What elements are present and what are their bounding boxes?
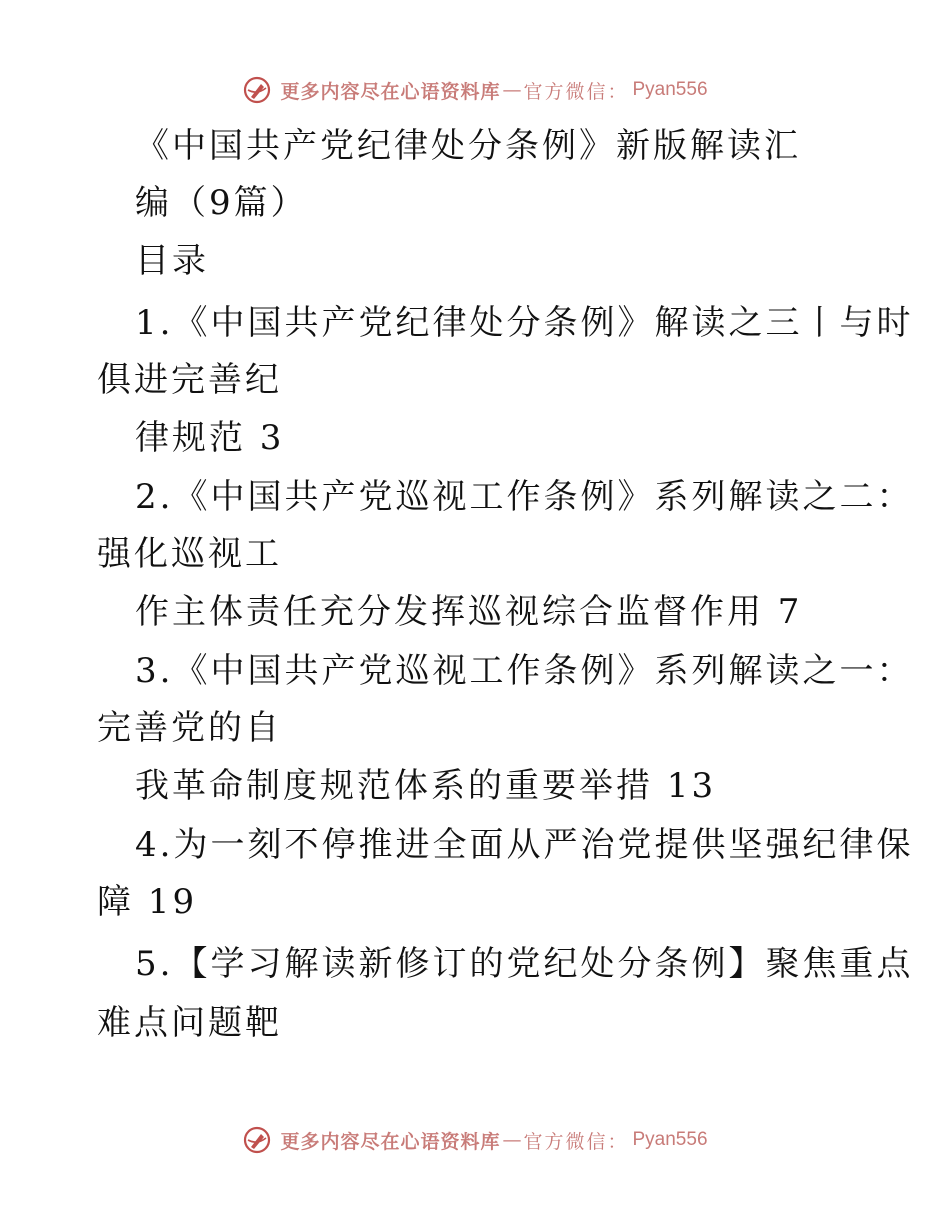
toc-entry-1-line-1: 1.《中国共产党纪律处分条例》解读之三丨与时 xyxy=(135,303,914,343)
watermark-banner-top xyxy=(0,70,950,110)
document-title-line-1: 《中国共产党纪律处分条例》新版解读汇 xyxy=(135,126,801,166)
watermark-brand: 更多内容尽在心语资料库 xyxy=(280,80,501,103)
toc-entry-3-line-2: 完善党的自 xyxy=(97,708,282,748)
toc-entry-5-line-2: 难点问题靶 xyxy=(97,1003,282,1043)
pen-logo-icon xyxy=(242,75,272,105)
toc-entry-1-line-3: 律规范 3 xyxy=(135,418,285,458)
watermark-dash: — xyxy=(502,79,522,101)
watermark-wechat-label: 官方微信： xyxy=(523,80,629,103)
toc-entry-4-line-2: 障 19 xyxy=(97,882,198,922)
watermark-handle: Pyan556 xyxy=(632,79,708,100)
toc-heading: 目录 xyxy=(135,241,209,281)
watermark-handle: Pyan556 xyxy=(632,1129,708,1150)
toc-entry-3-line-1: 3.《中国共产党巡视工作条例》系列解读之一： xyxy=(135,651,914,691)
toc-entry-5-line-1: 5.【学习解读新修订的党纪处分条例】聚焦重点 xyxy=(135,944,914,984)
toc-entry-3-line-3: 我革命制度规范体系的重要举措 13 xyxy=(135,766,717,806)
toc-entry-4-line-1: 4.为一刻不停推进全面从严治党提供坚强纪律保 xyxy=(135,825,914,865)
watermark-dash: — xyxy=(502,1129,522,1151)
pen-logo-icon xyxy=(242,1125,272,1155)
toc-entry-1-line-2: 俱进完善纪 xyxy=(97,360,282,400)
toc-entry-2-line-2: 强化巡视工 xyxy=(97,534,282,574)
document-title-line-2: 编（9篇） xyxy=(135,183,308,223)
toc-entry-2-line-1: 2.《中国共产党巡视工作条例》系列解读之二： xyxy=(135,477,914,517)
watermark-banner-bottom xyxy=(0,1120,950,1160)
toc-entry-2-line-3: 作主体责任充分发挥巡视综合监督作用 7 xyxy=(135,592,803,632)
watermark-wechat-label: 官方微信： xyxy=(523,1130,629,1153)
watermark-brand: 更多内容尽在心语资料库 xyxy=(280,1130,501,1153)
